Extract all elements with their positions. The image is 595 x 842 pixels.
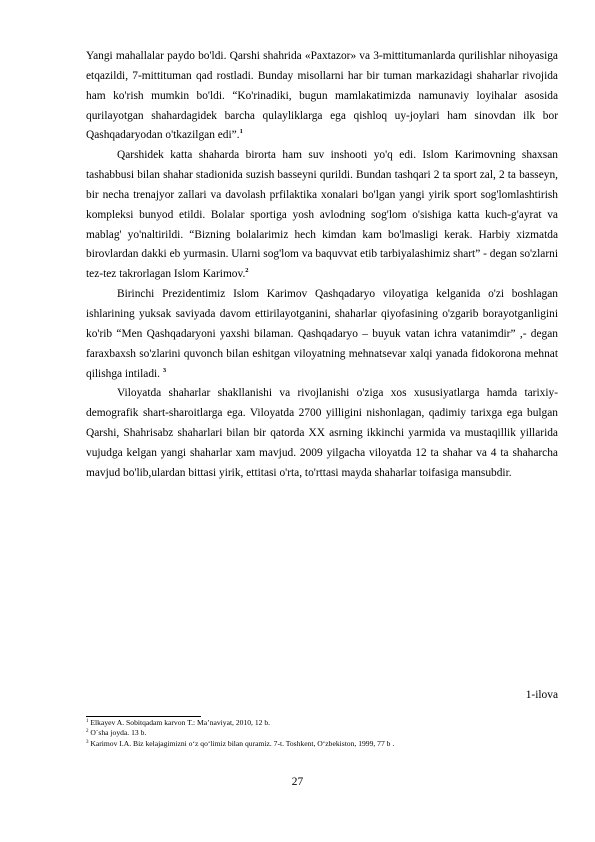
footnote-text: Karimov I.A. Biz kelajagimizni o‘z qo‘limiz bilan quramiz. 7-t. Toshkent, O‘zbekiston, 1999, 77 b . bbox=[90, 738, 395, 748]
footnote-ref-2: 2 bbox=[245, 267, 249, 275]
footnotes bbox=[86, 718, 558, 749]
body-text bbox=[86, 47, 558, 484]
paragraph-3 bbox=[86, 285, 558, 384]
footnote-number: 1 bbox=[86, 719, 89, 724]
paragraph-2-text: Qarshidek katta shaharda birorta ham suv inshooti yo'q edi. Islom Karimovning shaxsan tashabbusi bilan shahar stadionida suzish basseyni qurildi. Bundan tashqari 2 ta sport zal, 2 ta basseyn, bir necha trenajyor zallari va davolash prfilaktika xonalari bo'lgan yangi yirik sport sog'lomlashtirish kompleksi bunyod etildi. Bolalar sportiga yosh avlodning sog'lom o'sishiga katta kuch-g'ayrat va mablag' yo'naltirildi. “Bizning bolalarimiz hech kimdan kam bo'lmasligi kerak. Harbiy xizmatda birovlardan dakki eb yurmasin. Ularni sog'lom va baquvvat etib tarbiyalashimiz shart” - degan so'zlarni tez-tez takrorlagan Islom Karimov. bbox=[86, 149, 558, 281]
footnote-1 bbox=[86, 718, 558, 728]
footnote-text: O`sha joyda. 13 b. bbox=[90, 728, 147, 738]
footnote-number: 3 bbox=[86, 739, 89, 745]
footnote-ref-1: 1 bbox=[239, 128, 243, 136]
footnote-number: 2 bbox=[86, 729, 89, 735]
footnote-3 bbox=[86, 739, 558, 749]
paragraph-3-text: Birinchi Prezidentimiz Islom Karimov Qashqadaryo viloyatiga kelganida o'zi boshlagan ishlarining yuksak saviyada davom ettirilayotganini, shaharlar qiyofasining o'zgarib borayotganligini ko'rib “Men Qashqadaryoni yaxshi bilaman. Qashqadaryo – buyuk vatan ichra vatanimdir” ,- degan faraxbaxsh so'zlarini quvonch bilan eshitgan viloyatning mehnatsevar xalqi yanada fidokorona mehnat qilishga intiladi. bbox=[86, 288, 558, 380]
page-number: 27 bbox=[291, 776, 304, 788]
footnote-text: Elkayev A. Sobitqadam karvon T.: Ma’naviyat, 2010, 12 b. bbox=[90, 718, 271, 727]
paragraph-4 bbox=[86, 384, 558, 483]
paragraph-2 bbox=[86, 146, 558, 285]
footnote-divider bbox=[86, 716, 201, 717]
paragraph-1-text: Yangi mahallalar paydo bo'ldi. Qarshi shahrida «Paxtazor» va 3-mittitumanlarda qurilishlar nihoyasiga etqazildi, 7-mittituman qad rostladi. Bunday misollarni har bir tuman markazidagi shaharlar rivojida ham ko'rish mumkin bo'ldi. “Ko'rinadiki, bugun mamlakatimizda namunaviy loyihalar asosida qurilayotgan shahardagidek barcha qulayliklarga ega qishloq uy-joylari ham sinovdan ilk bor Qashqadaryodan o'tkazilgan edi”. bbox=[86, 50, 558, 142]
footnote-2 bbox=[86, 728, 558, 738]
annex-label: 1-ilova bbox=[525, 689, 558, 701]
paragraph-4-text: Viloyatda shaharlar shakllanishi va rivojlanishi o'ziga xos xususiyatlarga hamda tarixiy-demografik shart-sharoitlarga ega. Viloyatda 2700 yilligini nishonlagan, qadimiy tarixga ega bulgan Qarshi, Shahrisabz shaharlari bilan bir qatorda XX asrning ikkinchi yarmida va mustaqillik yillarida vujudga kelgan yangi shaharlar xam mavjud. 2009 yilgacha viloyatda 12 ta shahar va 4 ta shaharcha mavjud bo'lib,ulardan bittasi yirik, ettitasi o'rta, to'rttasi mayda shaharlar toifasiga mansubdir. bbox=[86, 387, 558, 479]
paragraph-1 bbox=[86, 47, 558, 146]
footnote-ref-3: 3 bbox=[162, 366, 167, 374]
